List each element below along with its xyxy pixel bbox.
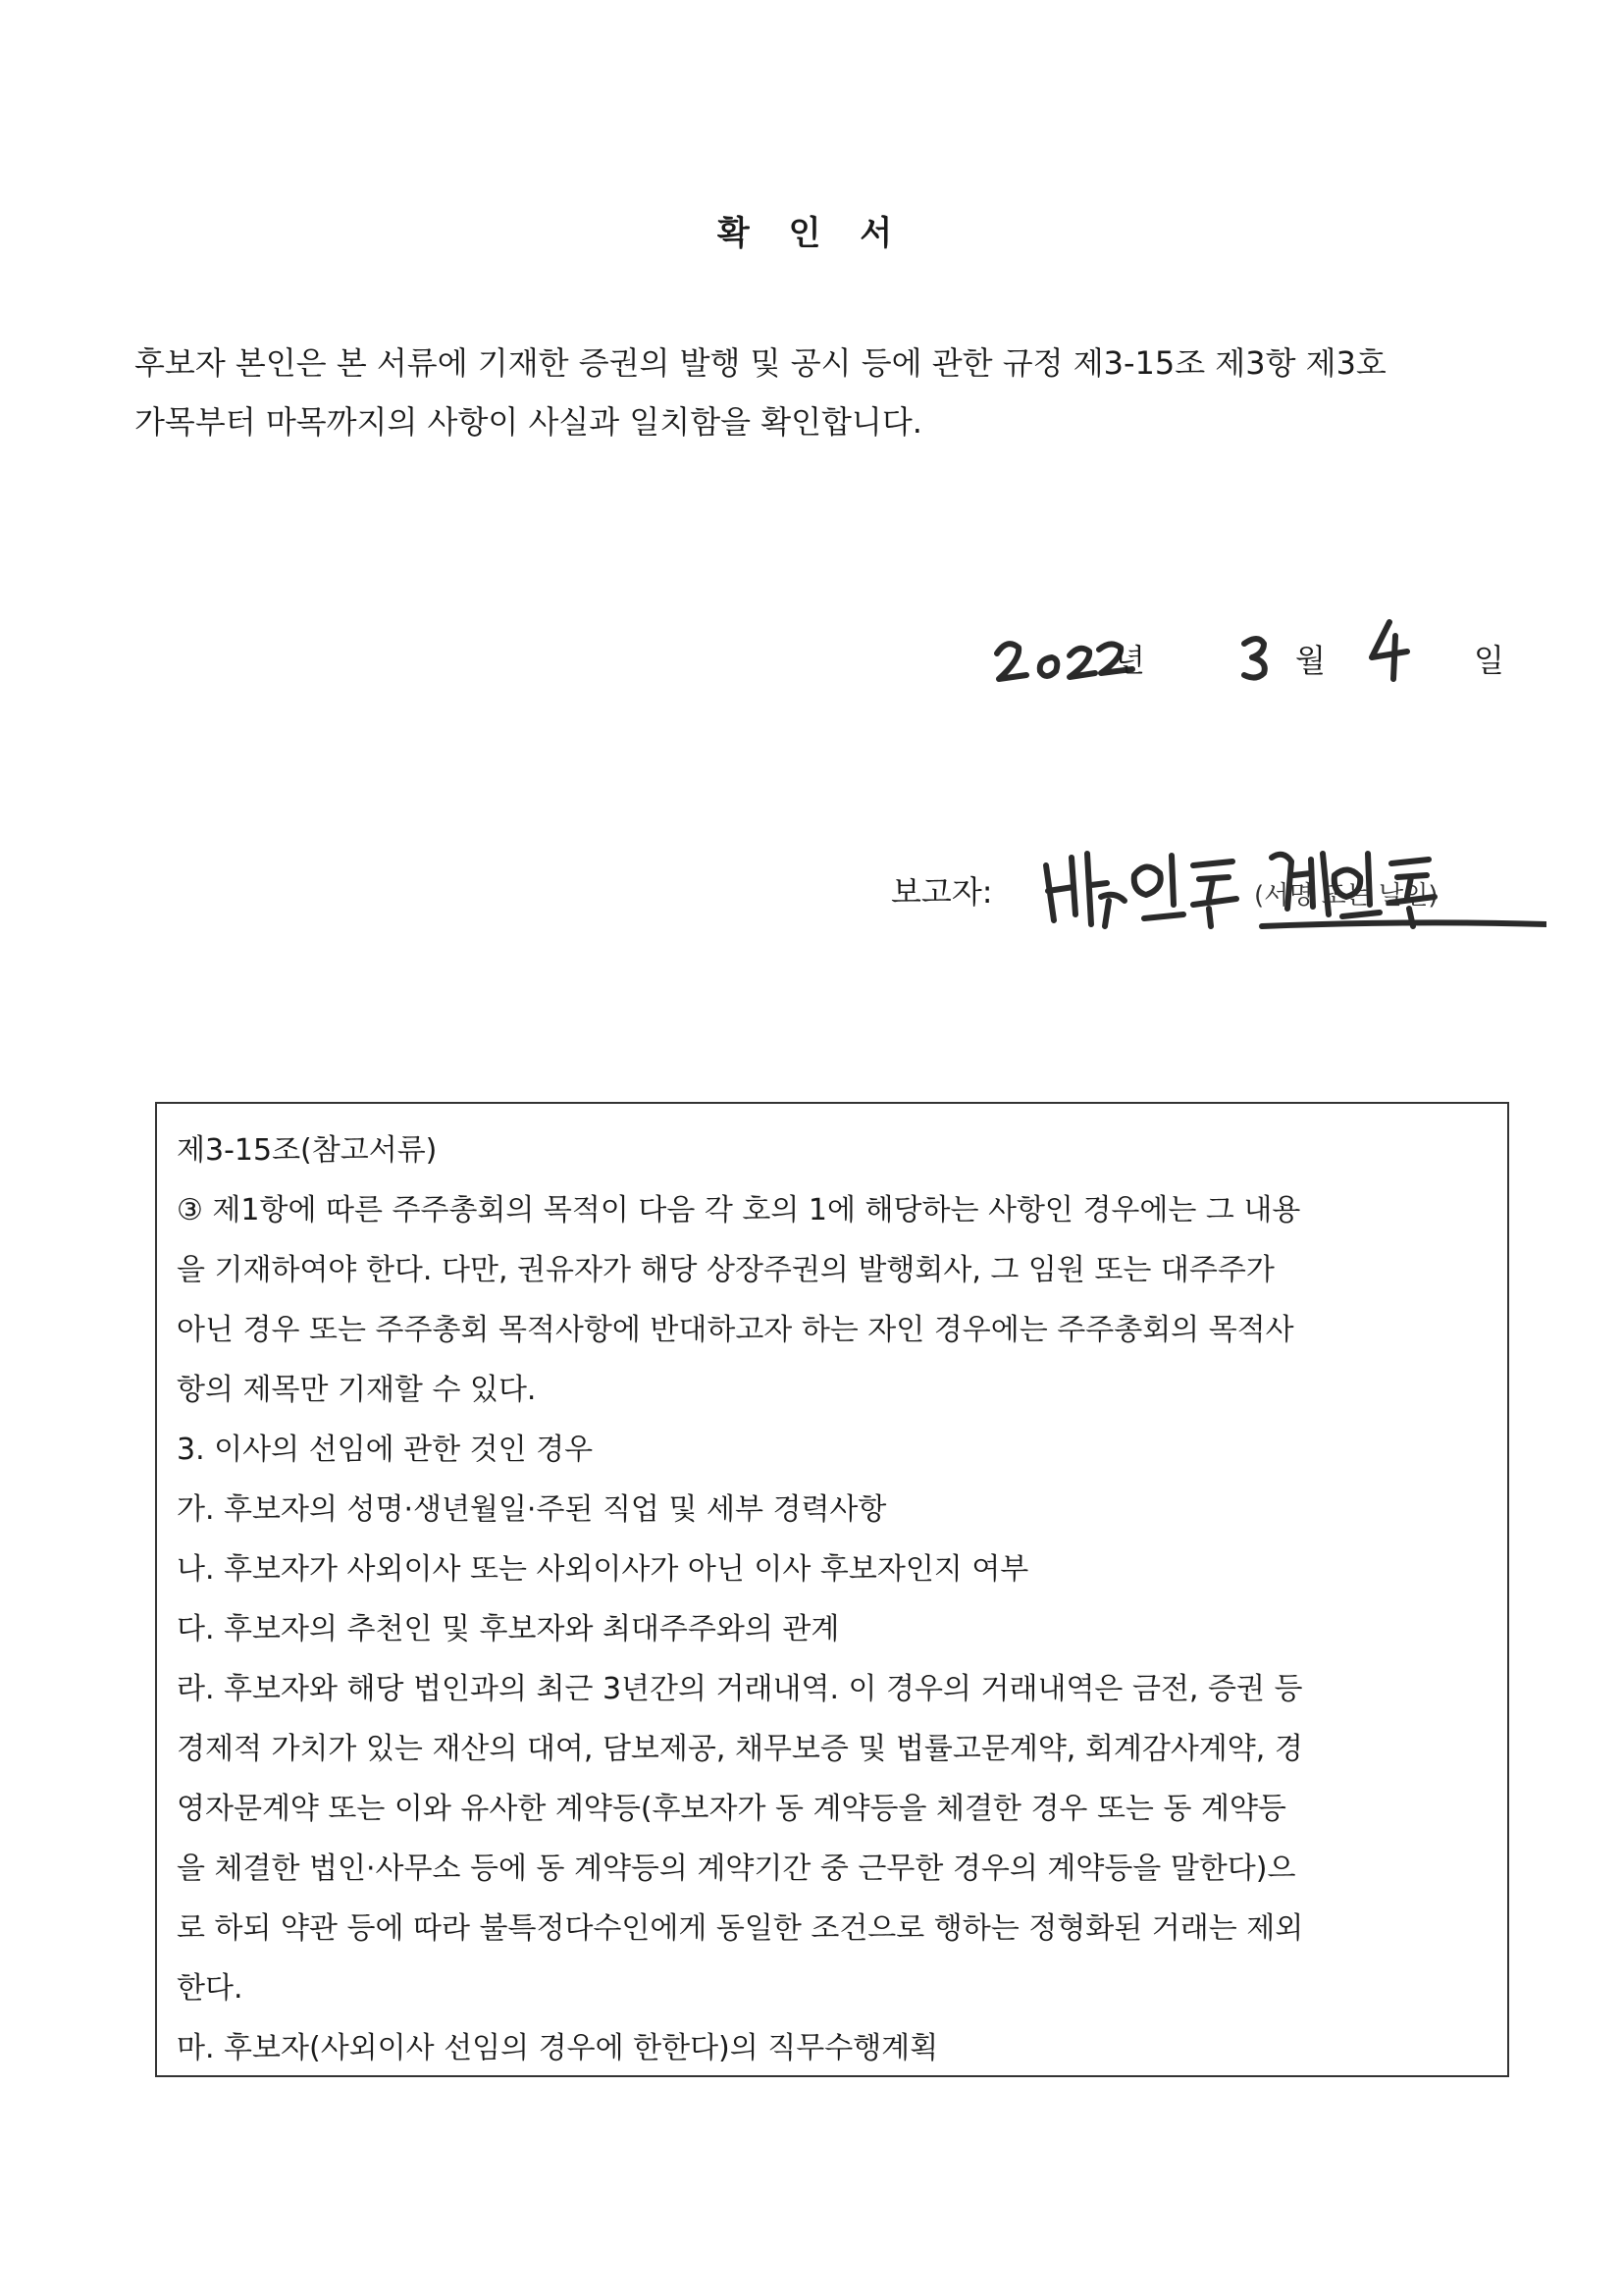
handwritten-day	[1364, 616, 1413, 685]
reference-line: 을 기재하여야 한다. 다만, 권유자가 해당 상장주권의 발행회사, 그 임원 또는 대주주가	[177, 1253, 1275, 1287]
reference-heading: 제3-15조(참고서류)	[177, 1133, 438, 1168]
statement-line: 후보자 본인은 본 서류에 기재한 증권의 발행 및 공시 등에 관한 규정 제3-15조 제3항 제3호	[134, 344, 1387, 382]
handwritten-signature	[1036, 836, 1546, 944]
reference-line: 아닌 경우 또는 주주총회 목적사항에 반대하고자 하는 자인 경우에는 주주총회의 목적사	[177, 1313, 1294, 1347]
reference-line: 마. 후보자(사외이사 선임의 경우에 한한다)의 직무수행계획	[177, 2031, 939, 2065]
reference-line: 항의 제목만 기재할 수 있다.	[177, 1373, 537, 1407]
document-title: 확 인 서	[716, 214, 907, 253]
reference-line: 가. 후보자의 성명·생년월일·주된 직업 및 세부 경력사항	[177, 1492, 887, 1527]
signature-note: (서명 또는 날인)	[1254, 881, 1439, 911]
reference-text	[177, 1121, 1501, 2078]
reference-line: 로 하되 약관 등에 따라 불특정다수인에게 동일한 조건으로 행하는 정형화된 거래는 제외	[177, 1911, 1304, 1946]
reference-line: 경제적 가치가 있는 재산의 대여, 담보제공, 채무보증 및 법률고문계약, 회계감사계약, 경	[177, 1732, 1303, 1766]
reference-line: 영자문계약 또는 이와 유사한 계약등(후보자가 동 계약등을 체결한 경우 또는 동 계약등	[177, 1792, 1286, 1826]
statement-line: 가목부터 마목까지의 사항이 사실과 일치함을 확인합니다.	[134, 403, 922, 441]
month-unit: 월	[1295, 642, 1326, 679]
reference-line: 3. 이사의 선임에 관한 것인 경우	[177, 1433, 594, 1467]
confirmation-statement	[134, 334, 1508, 451]
reference-line: 나. 후보자가 사외이사 또는 사외이사가 아닌 이사 후보자인지 여부	[177, 1552, 1029, 1587]
reference-line: 한다.	[177, 1971, 243, 2006]
reporter-signature-field	[891, 836, 1539, 944]
reference-line: 다. 후보자의 추천인 및 후보자와 최대주주와의 관계	[177, 1612, 840, 1646]
reference-provision-box	[155, 1102, 1509, 2077]
handwritten-day-mark	[1364, 616, 1413, 685]
reporter-signature	[1036, 836, 1546, 948]
reference-line: ③ 제1항에 따른 주주총회의 목적이 다음 각 호의 1에 해당하는 사항인 경우에는 그 내용	[177, 1193, 1301, 1227]
reporter-label: 보고자:	[891, 873, 993, 911]
date-field	[971, 618, 1521, 716]
day-unit: 일	[1474, 642, 1504, 679]
handwritten-month-mark	[1236, 628, 1276, 687]
reference-line: 라. 후보자와 해당 법인과의 최근 3년간의 거래내역. 이 경우의 거래내역은 금전, 증권 등	[177, 1672, 1303, 1706]
year-unit: 년	[1115, 642, 1145, 679]
reference-line: 을 체결한 법인·사무소 등에 동 계약등의 계약기간 중 근무한 경우의 계약등을 말한다)으	[177, 1852, 1296, 1886]
handwritten-month	[1236, 628, 1276, 687]
